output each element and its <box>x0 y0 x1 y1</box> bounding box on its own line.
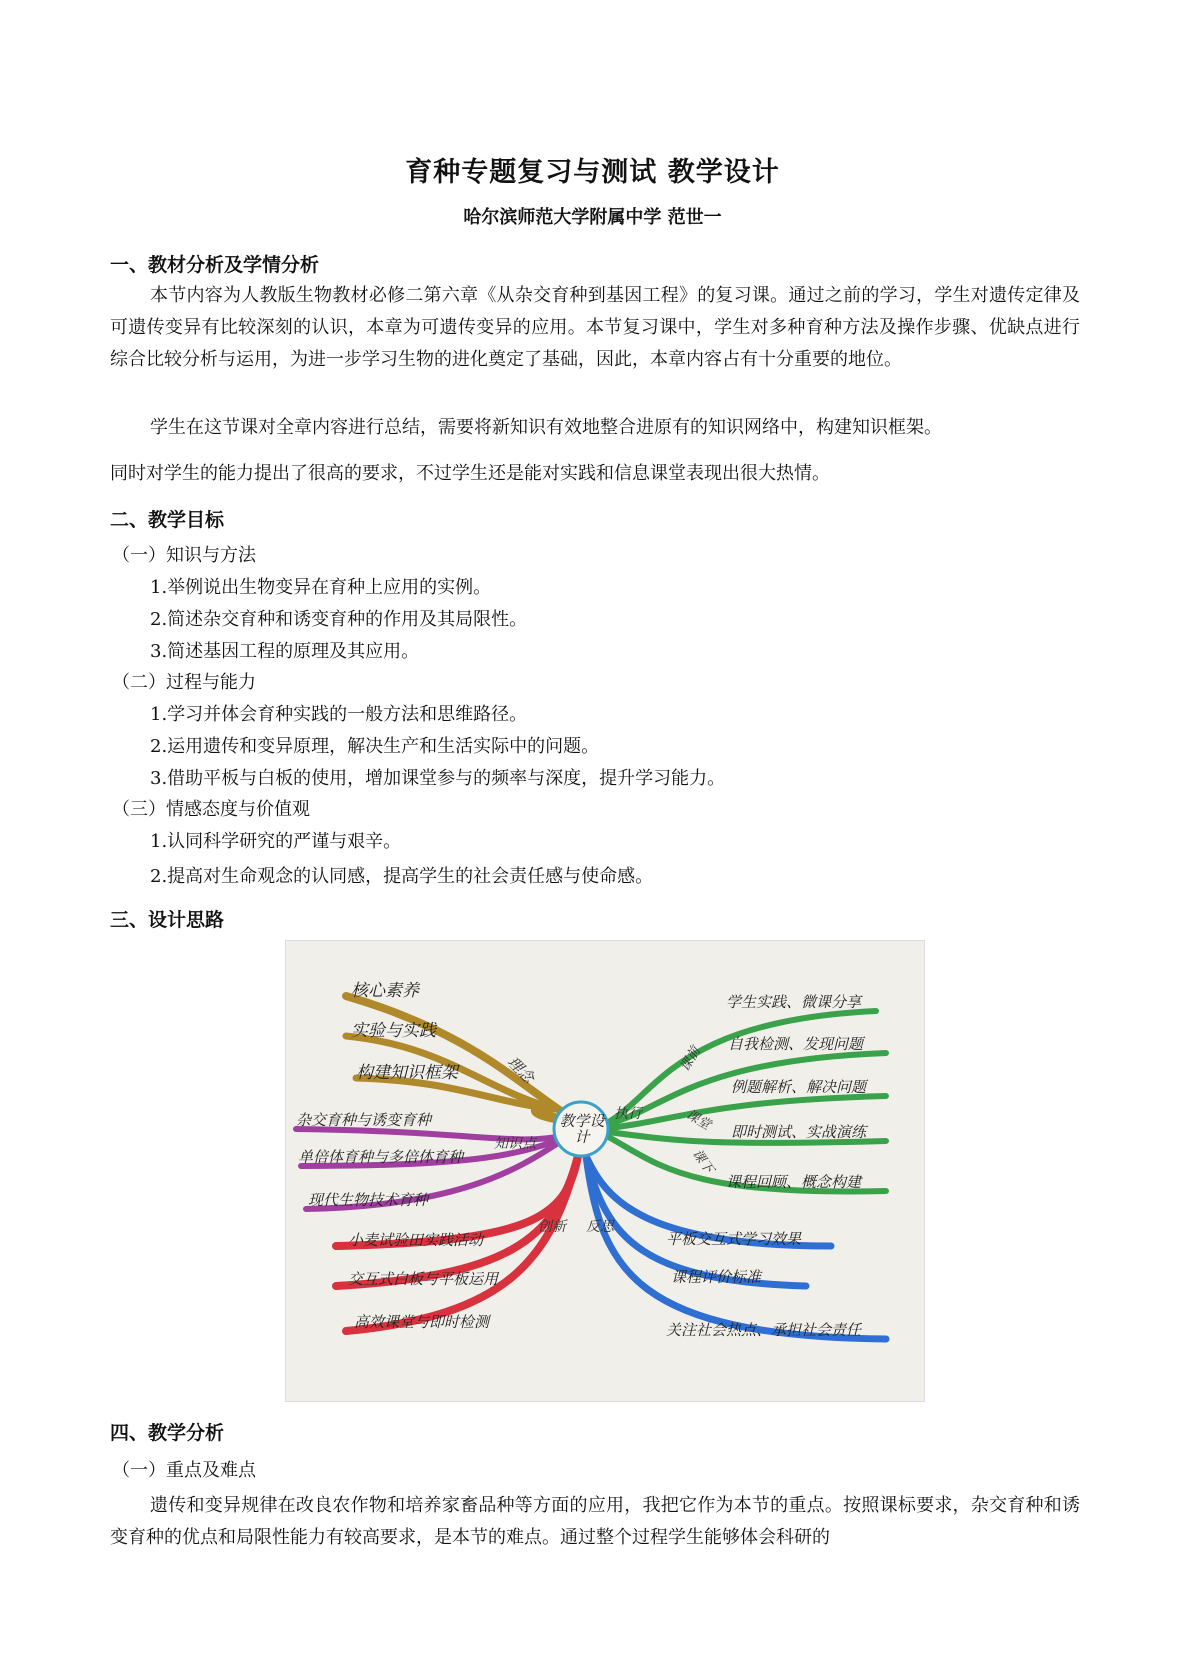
branch-label-implement: 执行 <box>614 1106 642 1122</box>
objective-item: 2.运用遗传和变异原理，解决生产和生活实际中的问题。 <box>150 736 600 757</box>
mindmap-item: 课程回顾、概念构建 <box>726 1173 862 1191</box>
mindmap-item: 课程评价标准 <box>671 1268 762 1286</box>
mindmap-item: 杂交育种与诱变育种 <box>296 1111 432 1129</box>
section1-paragraph-3: 同时对学生的能力提出了很高的要求，不过学生还是能对实践和信息课堂表现出很大热情。 <box>110 463 830 484</box>
section1-paragraph-1: 本节内容为人教版生物教材必修二第六章《从杂交育种到基因工程》的复习课。通过之前的学习，学生对遗传定律及可遗传变异有比较深刻的认识，本章为可遗传变异的应用。本节复习课中，学生对多种育种方法及操作步骤、优缺点进行综合比较分析与运用，为进一步学习生物的进化奠定了基础，因此，本章内容占有十分重要的地位。 <box>110 285 1080 370</box>
mindmap-item: 构建知识框架 <box>356 1063 458 1083</box>
objective-item: 3.简述基因工程的原理及其应用。 <box>150 641 420 662</box>
mindmap-item: 关注社会热点、承担社会责任 <box>666 1321 862 1339</box>
objective-subheading-1: （一）知识与方法 <box>112 545 256 566</box>
mindmap-item: 现代生物技术育种 <box>308 1191 429 1209</box>
section1-paragraph-2: 学生在这节课对全章内容进行总结，需要将新知识有效地整合进原有的知识网络中，构建知识框架。 <box>150 417 942 438</box>
mindmap-item: 核心素养 <box>351 981 419 1001</box>
objective-item: 1.认同科学研究的严谨与艰辛。 <box>150 831 402 852</box>
implement-sub-label: 课下 <box>688 1146 716 1177</box>
objective-item: 1.举例说出生物变异在育种上应用的实例。 <box>150 577 492 598</box>
objective-item: 2.提高对生命观念的认同感，提高学生的社会责任感与使命感。 <box>150 866 654 887</box>
section-heading-3: 三、设计思路 <box>110 909 225 931</box>
implement-sub-label: 课前 <box>677 1044 704 1075</box>
mindmap-item: 实验与实践 <box>351 1021 436 1041</box>
section-heading-1: 一、教材分析及学情分析 <box>110 254 320 276</box>
objective-item: 1.学习并体会育种实践的一般方法和思维路径。 <box>150 704 528 725</box>
section-heading-2: 二、教学目标 <box>110 509 225 531</box>
mindmap-item: 高效课堂与即时检测 <box>354 1313 490 1331</box>
branch-label-knowledge: 知识点 <box>494 1136 536 1152</box>
objective-item: 2.简述杂交育种和诱变育种的作用及其局限性。 <box>150 609 528 630</box>
mindmap-item: 单倍体育种与多倍体育种 <box>298 1148 464 1166</box>
objective-subheading-3: （三）情感态度与价值观 <box>112 799 310 820</box>
implement-sub-label: 课堂 <box>682 1107 714 1134</box>
mindmap-item: 交互式白板与平板运用 <box>348 1270 499 1288</box>
mindmap-item: 学生实践、微课分享 <box>726 993 862 1011</box>
section4-paragraph-1: 遗传和变异规律在改良农作物和培养家畜品种等方面的应用，我把它作为本节的重点。按照课标要求，杂交育种和诱变育种的优点和局限性能力有较高要求，是本节的难点。通过整个过程学生能够体会科研的 <box>110 1495 1080 1548</box>
mindmap-item: 例题解析、解决问题 <box>731 1078 867 1096</box>
analysis-subheading-1: （一）重点及难点 <box>112 1460 256 1481</box>
objective-subheading-2: （二）过程与能力 <box>112 672 256 693</box>
mindmap-item: 即时测试、实战演练 <box>731 1123 867 1141</box>
mindmap-item: 小麦试验田实践活动 <box>348 1231 484 1249</box>
mindmap-center-label: 教学设计 <box>559 1112 605 1146</box>
objective-item: 3.借助平板与白板的使用，增加课堂参与的频率与深度，提升学习能力。 <box>150 768 726 789</box>
mindmap-item: 自我检测、发现问题 <box>728 1035 864 1053</box>
mindmap-figure <box>285 940 925 1402</box>
document-title: 育种专题复习与测试 教学设计 <box>405 157 780 188</box>
branch-label-reflection: 反思 <box>586 1219 614 1235</box>
document-author: 哈尔滨师范大学附属中学 范世一 <box>463 207 722 228</box>
branch-label-innovation: 创新 <box>538 1219 566 1235</box>
branch-label-concept: 理念 <box>503 1052 538 1087</box>
section-heading-4: 四、教学分析 <box>110 1422 225 1444</box>
mindmap-item: 平板交互式学习效果 <box>666 1230 802 1248</box>
